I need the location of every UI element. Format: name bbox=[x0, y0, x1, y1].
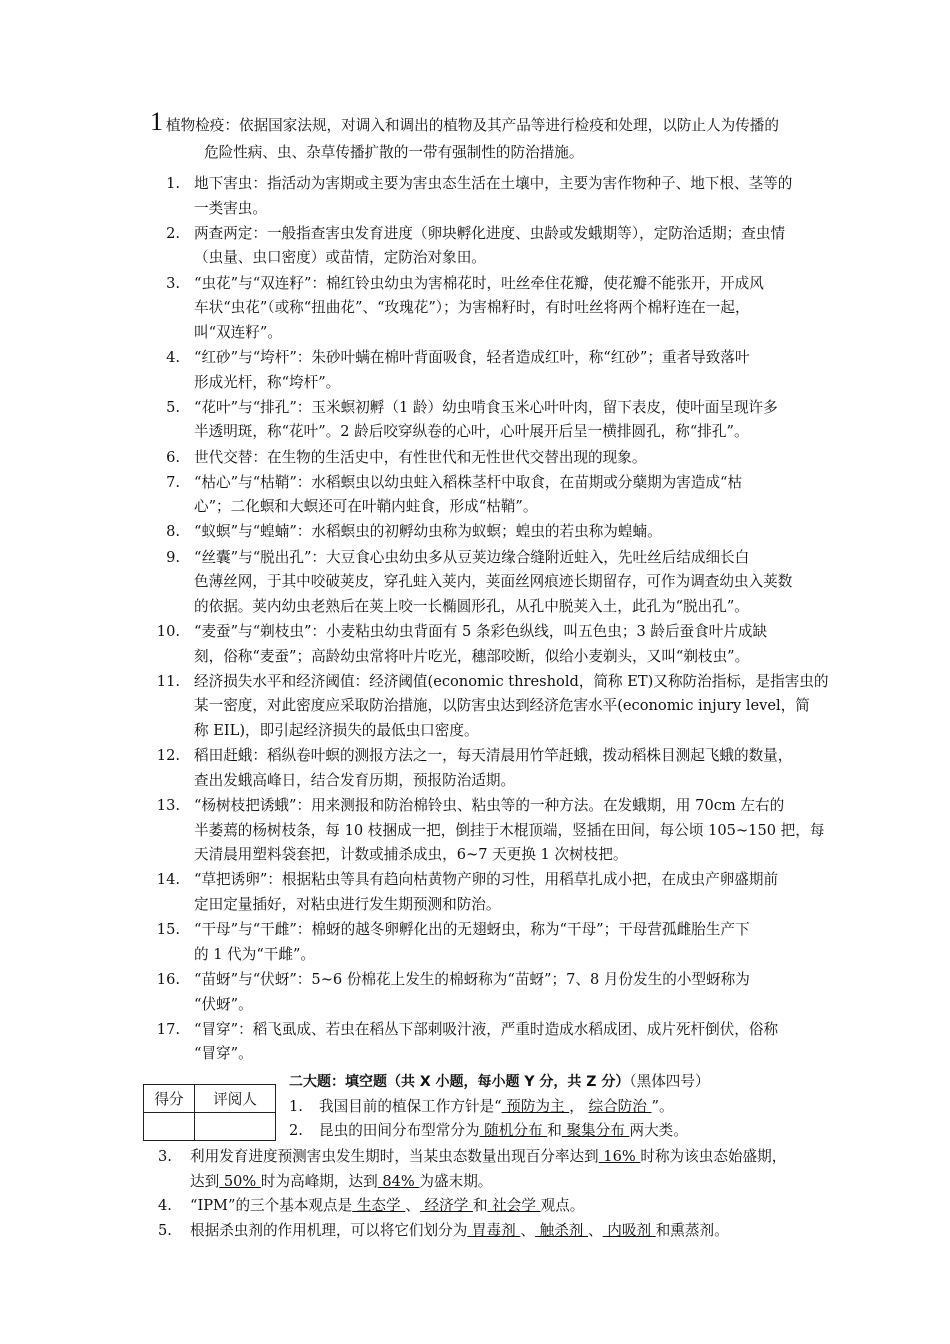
definition-item bbox=[150, 918, 862, 967]
definition-line: 半萎蔫的杨树枝条，每 10 枝捆成一把，倒挂于木棍顶端，竖插在田间，每公顷 105~150 把，每 bbox=[194, 821, 825, 839]
definition-line: “枯心”与“枯鞘”：水稻螟虫以幼虫蛀入稻株茎杆中取食，在苗期或分蘖期为害造成“枯 bbox=[194, 473, 743, 491]
definition-number: 8. bbox=[166, 523, 180, 541]
score-cell[interactable] bbox=[144, 1113, 195, 1141]
answer-blank: 经济学 bbox=[419, 1197, 473, 1215]
definition-item bbox=[150, 968, 862, 1017]
section-font-note: （黑体四号） bbox=[629, 1073, 710, 1090]
question-number: 1. bbox=[289, 1097, 303, 1115]
definition-line: “苗蚜”与“伏蚜”：5~6 份棉花上发生的棉蚜称为“苗蚜”；7、8 月份发生的小型蚜称为 bbox=[194, 970, 750, 988]
definition-line: “丝囊”与“脱出孔”：大豆食心虫幼虫多从豆荚边缘合缝附近蛀入，先吐丝后结成细长白 bbox=[194, 548, 750, 566]
definition-line: “草把诱卵”：根据粘虫等具有趋向枯黄物产卵的习性，用稻草扎成小把，在成虫产卵盛期前 bbox=[194, 871, 779, 889]
score-header: 得分 bbox=[144, 1085, 195, 1113]
definition-line: “杨树枝把诱蛾”：用来测报和防治棉铃虫、粘虫等的一种方法。在发蛾期，用 70cm 左右的 bbox=[194, 796, 785, 814]
question-number: 2. bbox=[289, 1122, 303, 1140]
definition-line: 的依据。荚内幼虫老熟后在荚上咬一长椭圆形孔，从孔中脱荚入土，此孔为“脱出孔”。 bbox=[194, 597, 749, 615]
definition-item bbox=[150, 446, 862, 471]
section-heading bbox=[289, 1070, 869, 1095]
definition-number: 3. bbox=[166, 274, 180, 292]
question-text: 时称为该虫态始盛期， bbox=[640, 1148, 787, 1165]
definition-line: 地下害虫：指活动为害期或主要为害虫态生活在土壤中，主要为害作物种子、地下根、茎等的 bbox=[194, 175, 793, 192]
definition-line: “冒穿”。 bbox=[194, 1045, 253, 1063]
definition-line: 刻，俗称“麦蚕”；高龄幼虫常将叶片吃光，穗部咬断，似给小麦剃头，又叫“剃枝虫”。 bbox=[194, 647, 750, 665]
definition-number: 16. bbox=[156, 970, 180, 988]
definition-item bbox=[150, 670, 862, 744]
answer-blank: 内吸剂 bbox=[602, 1221, 656, 1239]
question-text: 和 bbox=[472, 1197, 488, 1215]
section-title: 二大题：填空题（共 X 小题，每小题 Y 分，共 Z 分） bbox=[289, 1074, 630, 1090]
question-text: ”。 bbox=[651, 1097, 674, 1115]
definition-number: 12. bbox=[156, 747, 180, 765]
definition-line: 形成光杆，称“垮杆”。 bbox=[194, 373, 341, 391]
definition-line: 定田定量插好，对粘虫进行发生期预测和防治。 bbox=[194, 895, 501, 913]
question-text: ， bbox=[569, 1097, 589, 1115]
definition-list bbox=[150, 172, 862, 1067]
fill-question-2 bbox=[289, 1119, 869, 1144]
definition-item bbox=[150, 396, 862, 445]
definition-line: 心”；二化螟和大螟还可在叶鞘内蛀食，形成“枯鞘”。 bbox=[194, 498, 538, 516]
definition-line: 称 EIL)，即引起经济损失的最低虫口密度。 bbox=[194, 722, 479, 739]
definition-number: 13. bbox=[156, 796, 180, 814]
fill-question-3-to-5 bbox=[158, 1145, 870, 1243]
definition-item bbox=[150, 794, 862, 868]
definition-number: 7. bbox=[166, 473, 180, 491]
answer-blank: 84% bbox=[377, 1172, 420, 1190]
definition-line: （虫量、虫口密度）或苗情，定防治对象田。 bbox=[194, 249, 486, 267]
fill-question-5 bbox=[158, 1219, 870, 1244]
definition-number: 5. bbox=[166, 398, 180, 416]
definition-line: 天清晨用塑料袋套把，计数或捕杀成虫，6~7 天更换 1 次树枝把。 bbox=[194, 846, 628, 864]
fill-in-section bbox=[289, 1070, 869, 1144]
question-number: 4. bbox=[158, 1197, 172, 1215]
definition-line: 世代交替：在生物的生活史中，有性世代和无性世代交替出现的现象。 bbox=[194, 448, 647, 466]
answer-blank: 聚集分布 bbox=[561, 1122, 630, 1140]
definition-line: 叫“双连籽”。 bbox=[194, 323, 282, 341]
definition-item bbox=[150, 744, 862, 793]
definition-line: “伏蚜”。 bbox=[194, 995, 253, 1013]
question-text: 两大类。 bbox=[629, 1122, 688, 1140]
answer-blank: 随机分布 bbox=[479, 1122, 548, 1140]
reviewer-header: 评阅人 bbox=[195, 1085, 276, 1113]
definition-line: “红砂”与“垮杆”：朱砂叶螨在棉叶背面吸食，轻者造成红叶，称“红砂”；重者导致落叶 bbox=[194, 348, 750, 366]
definition-item bbox=[150, 620, 862, 669]
answer-blank: 生态学 bbox=[352, 1197, 406, 1215]
definition-line: 半透明斑，称“花叶”。2 龄后咬穿纵卷的心叶，心叶展开后呈一横排圆孔，称“排孔”。 bbox=[194, 423, 749, 441]
definition-line: 一类害虫。 bbox=[194, 199, 267, 217]
score-table bbox=[143, 1084, 276, 1141]
definition-line: “冒穿”：稻飞虱成、若虫在稻丛下部刺吸汁液，严重时造成水稻成团、成片死杆倒伏，俗称 bbox=[194, 1020, 779, 1038]
answer-blank: 综合防治 bbox=[588, 1097, 652, 1115]
definition-line: “花叶”与“排孔”：玉米螟初孵（1 龄）幼虫啃食玉米心叶叶肉，留下表皮，使叶面呈现许多 bbox=[194, 398, 778, 416]
definition-number: 15. bbox=[156, 921, 180, 939]
fill-question-1 bbox=[289, 1095, 869, 1120]
definition-number: 4. bbox=[166, 348, 180, 366]
question-text: 、 bbox=[520, 1221, 535, 1239]
definition-line: 稻田赶蛾：稻纵卷叶螟的测报方法之一，每天清晨用竹竿赶蛾，拨动稻株目测起飞蛾的数量， bbox=[194, 747, 793, 765]
definition-item bbox=[150, 272, 862, 346]
question-text: 和熏蒸剂。 bbox=[655, 1221, 729, 1239]
definition-line: “麦蚕”与“剃枝虫”：小麦粘虫幼虫背面有 5 条彩色纵线，叫五色虫；3 龄后蚕食叶片成缺 bbox=[194, 623, 768, 641]
question-text: 、 bbox=[405, 1197, 420, 1215]
question-text: 达到 bbox=[190, 1172, 220, 1190]
definition-item bbox=[150, 1018, 862, 1067]
question-text: 和 bbox=[547, 1122, 562, 1140]
question-number: 5. bbox=[158, 1221, 172, 1239]
definition-line: 某一密度，对此密度应采取防治措施，以防害虫达到经济危害水平(economic injury level，简 bbox=[194, 697, 810, 715]
answer-blank: 社会学 bbox=[487, 1197, 541, 1215]
definition-line: 车状“虫花”（或称“扭曲花”、“玫瑰花”）；为害棉籽时，有时吐丝将两个棉籽连在一起， bbox=[194, 299, 750, 317]
definition-number: 1 bbox=[150, 107, 163, 136]
definition-text: 植物检疫：依据国家法规，对调入和调出的植物及其产品等进行检疫和处理，以防止人为传播的 bbox=[166, 117, 779, 134]
definition-line: 的 1 代为“干雌”。 bbox=[194, 945, 316, 963]
definition-item bbox=[150, 471, 862, 520]
definition-item bbox=[150, 520, 862, 545]
definition-item bbox=[150, 868, 862, 917]
fill-question-3 bbox=[158, 1145, 870, 1194]
definition-line: “干母”与“干雌”：棉蚜的越冬卵孵化出的无翅蚜虫，称为“干母”；干母营孤雌胎生产下 bbox=[194, 921, 750, 939]
fill-question-4 bbox=[158, 1194, 870, 1219]
answer-blank: 预防为主 bbox=[501, 1097, 570, 1115]
definition-line: 查出发蛾高峰日，结合发育历期，预报防治适期。 bbox=[194, 771, 516, 789]
definition-number: 10. bbox=[156, 623, 180, 641]
question-text: 为盛末期。 bbox=[419, 1172, 493, 1190]
definition-item bbox=[150, 222, 862, 271]
definition-line: “蚁螟”与“蝗蝻”：水稻螟虫的初孵幼虫称为蚁螟；蝗虫的若虫称为蝗蝻。 bbox=[194, 523, 662, 541]
definition-number: 14. bbox=[156, 871, 180, 889]
definition-line: 两查两定：一般指查害虫发育进度（卵块孵化进度、虫龄或发蛾期等），定防治适期；查虫情 bbox=[194, 224, 786, 242]
question-text: 利用发育进度预测害虫发生期时，当某虫态数量出现百分率达到 bbox=[190, 1148, 599, 1165]
question-text: 我国目前的植保工作方针是“ bbox=[319, 1097, 502, 1115]
definition-plant-quarantine bbox=[150, 108, 862, 166]
answer-blank: 触杀剂 bbox=[534, 1221, 589, 1239]
definition-number: 6. bbox=[166, 448, 180, 466]
definition-number: 11. bbox=[156, 672, 180, 690]
definition-line: 经济损失水平和经济阈值：经济阈值(economic threshold，简称 ET)又称防治指标，是指害虫的 bbox=[194, 672, 829, 690]
definition-item bbox=[150, 546, 862, 620]
definition-item bbox=[150, 172, 862, 221]
question-text: 观点。 bbox=[540, 1197, 585, 1215]
question-text: 昆虫的田间分布型常分为 bbox=[319, 1122, 480, 1140]
definition-text-continuation: 危险性病、虫、杂草传播扩散的一带有强制性的防治措施。 bbox=[204, 144, 584, 161]
question-text: “IPM”的三个基本观点是 bbox=[190, 1197, 353, 1215]
definition-number: 1. bbox=[166, 175, 180, 192]
definition-number: 9. bbox=[166, 548, 180, 566]
question-text: 时为高峰期，达到 bbox=[260, 1172, 378, 1190]
definition-line: 色薄丝网，于其中咬破荚皮，穿孔蛀入荚内，荚面丝网痕迹长期留存，可作为调查幼虫入荚数 bbox=[194, 573, 793, 591]
definition-item bbox=[150, 346, 862, 395]
definition-line: “虫花”与“双连籽”：棉红铃虫幼虫为害棉花时，吐丝牵住花瓣，使花瓣不能张开，开成风 bbox=[194, 274, 764, 292]
reviewer-cell[interactable] bbox=[195, 1113, 276, 1141]
question-number: 3. bbox=[158, 1148, 172, 1165]
answer-blank: 50% bbox=[219, 1172, 261, 1190]
answer-blank: 胃毒剂 bbox=[467, 1221, 521, 1239]
definition-number: 17. bbox=[156, 1020, 180, 1038]
question-text: 、 bbox=[588, 1221, 603, 1239]
question-text: 根据杀虫剂的作用机理，可以将它们划分为 bbox=[190, 1221, 468, 1239]
definition-number: 2. bbox=[166, 224, 180, 242]
answer-blank: 16% bbox=[598, 1148, 641, 1165]
